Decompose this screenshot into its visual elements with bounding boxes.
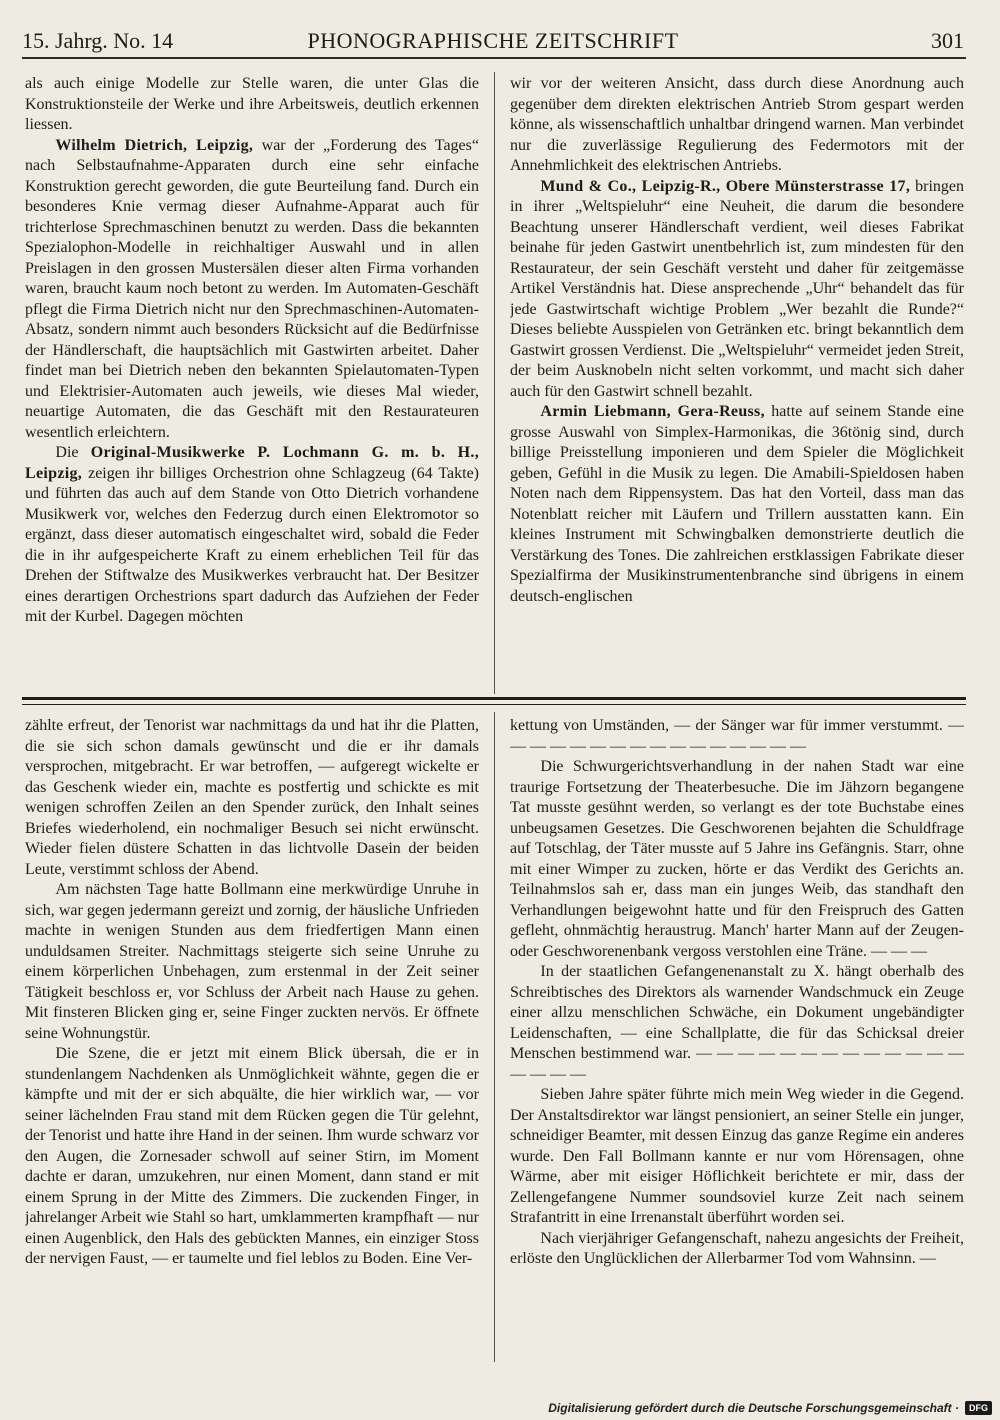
paragraph-text: kettung von Umständen, — der Sänger war für immer verstummt. — — — — — — — — — — — — — — — — (510, 717, 964, 755)
upper-right-column (510, 74, 964, 694)
paragraph-text: zählte erfreut, der Tenorist war nachmittags da und hat ihr die Platten, die sie sich schon damals gewünscht und die er ihr damals versprochen, mitgebracht. Er war betroffen, — aufgeregt wickelte er das Geschenk wieder ein, machte es postfertig und schickte es mit wenigen schroffen Zeilen an den Spender zurück, den Inhalt seines Briefes wiederholend, ein nochmaliger Besuch sei nicht erwünscht. Wieder fielen düstere Schatten in das lichtvolle Dasein der beiden Leute, verstimmt schloss der Abend. (25, 717, 479, 878)
paragraph-text: Nach vierjähriger Gefangenschaft, nahezu angesichts der Freiheit, erlöste den Unglücklichen der Allerbarmer Tod vom Wahnsinn. — (510, 1229, 964, 1267)
paragraph (510, 1229, 964, 1270)
section-divider-rule (22, 697, 966, 705)
paragraph (25, 136, 479, 444)
dfg-logo: DFG (965, 1401, 992, 1415)
paragraph (510, 402, 964, 607)
journal-title: PHONOGRAPHISCHE ZEITSCHRIFT (307, 28, 679, 53)
paragraph-text: war der „Forderung des Tages“ nach Selbstaufnahme-Apparaten durch eine sehr einfache Konstruktion gerecht geworden, die gute Beurteilung fand. Durch ein besonderes Knie vermag dieser Aufnahme-Apparat auch für trichterlose Sprechmaschinen benutzt zu werden. Dass die bekannten Spezialophon-Modelle in reichhaltiger Auswahl und in allen Preislagen in den grossen Mustersälen dieser alten Firma vorhanden waren, braucht kaum noch betont zu werden. Im Automaten-Geschäft pflegt die Firma Dietrich nicht nur den Sprechmaschinen-Automaten-Absatz, sondern nimmt auch besonders Rücksicht auf die Bedürfnisse der Händlerschaft, die hauptsächlich mit Gastwirten arbeitet. Daher findet man bei Dietrich neben den bekannten Spielautomaten-Typen und Elektrisier-Automaten auch jeweils, wie dieses Mal wieder, neuartige Automaten, die das Geschäft mit den Restaurateuren wesentlich erleichtern. (25, 136, 479, 441)
paragraph (25, 74, 479, 136)
paragraph-text: zeigen ihr billiges Orchestrion ohne Schlagzeug (64 Takte) und führten das auch auf dem Stande von Otto Dietrich vorhandene Musikwerk vor, welches den Federzug durch einen Elektromotor so ergänzt, dass dieser automatisch eingeschaltet wird, sobald die Feder die in ihr aufgespeicherte Kraft zu einem erheblichen Teil für das Drehen der Stiftwalze des Musikwerkes verbraucht hat. Der Besitzer eines derartigen Orchestrions spart dadurch das Aufziehen der Feder mit der Kurbel. Dagegen möchten (25, 464, 479, 625)
paragraph (25, 443, 479, 628)
paragraph-text: hatte auf seinem Stande eine grosse Auswahl von Simplex-Harmonikas, die 36tönig sind, durch billige Preisstellung imponieren und dem Spieler die Möglichkeit geben, Gefühl in die Musik zu legen. Die Amabili-Spieldosen haben Noten nach dem Rippensystem. Das hat den Vorteil, dass man das Notenblatt reicher mit Läufern und Trillern ausstatten kann. Ein kleines Instrument mit Schwingbalken demonstrierte deutlich die Verstärkung des Tones. Die zahlreichen erstklassigen Fabrikate dieser Spezialfirma der Musikinstrumentenbranche sind übrigens in einem deutsch-englischen (510, 403, 964, 605)
paragraph-text: Die Schwurgerichtsverhandlung in der nahen Stadt war eine traurige Fortsetzung der Theaterbesuche. Die im Jähzorn begangene Tat musste gesühnt werden, so verlangt es der tote Buchstabe eines unbeugsamen Gesetzes. Die Geschworenen bejahten die Schuldfrage auf Totschlag, der Täter musste auf 5 Jahre ins Gefängnis. Starr, ohne mit einer Wimper zu zucken, hörte er das Verdikt des Gerichts an. Teilnahmslos sah er, dass man ein junges Weib, das standhaft den Verhandlungen beigewohnt hatte und für den Freispruch des Gatten gefleht, ohnmächtig heraustrug. Manch' harter Mann auf der Zeugen- oder Geschworenenbank vergoss verstohlen eine Träne. — — — (510, 758, 964, 960)
firm-name: Wilhelm Dietrich, Leipzig, (55, 136, 254, 154)
footer-credit: Digitalisierung gefördert durch die Deutsche Forschungsgemeinschaft · (548, 1401, 959, 1415)
column-divider (494, 72, 495, 694)
paragraph (25, 716, 479, 880)
lower-right-column (510, 716, 964, 1362)
page-number: 301 (931, 28, 964, 53)
column-divider-lower (494, 712, 495, 1362)
digitization-footer (548, 1398, 992, 1418)
paragraph (510, 962, 964, 1085)
paragraph (510, 1085, 964, 1229)
paragraph-text: Sieben Jahre später führte mich mein Weg wieder in die Gegend. Der Anstaltsdirektor war längst pensioniert, an seiner Stelle ein junger, schneidiger Beamter, mit dessen Einzug das ganze Regime ein anderes wurde. Den Fall Bollmann kannte er nur vom Hörensagen, ohne Wärme, aber mit eisiger Höflichkeit berichtete er mir, dass der Zellengefangene Nummer soundsoviel kurze Zeit nach seinem Strafantritt in eine Irrenanstalt überführt worden sei. (510, 1086, 964, 1226)
paragraph-text: Die (55, 444, 91, 461)
paragraph-text: Die Szene, die er jetzt mit einem Blick übersah, die er in stundenlangem Nachdenken als Unmöglichkeit wähnte, gegen die er kämpfte und mit der er sich abquälte, die hier wirklich war, — vor seiner lächelnden Frau stand mit dem Rücken gegen die Tür gelehnt, der Tenorist und hatte ihre Hand in der seinen. Ihm wurde schwarz vor den Augen, die Zornesader schwoll auf seiner Stirn, im Moment dachte er daran, umzukehren, nur einen Moment, dann stand er mit einem Sprung in der Mitte des Zimmers. Die zuckenden Finger, in jahrelanger Arbeit wie Stahl so hart, umklammerten krampfhaft — nur einen Augenblick, den Hals des gebückten Mannes, ein einziger Stoss der nervigen Faust, — er taumelte und fiel leblos zu Boden. Eine Ver- (25, 1045, 479, 1267)
paragraph (25, 1044, 479, 1270)
upper-left-column (25, 74, 479, 694)
paragraph (510, 757, 964, 962)
page-header (22, 28, 964, 54)
paragraph-text: Am nächsten Tage hatte Bollmann eine merkwürdige Unruhe in sich, war gegen jedermann gereizt und zornig, der häusliche Unfrieden machte in wenigen Stunden aus dem friedfertigen Mann einen unduldsamen Streiter. Nachmittags steigerte sich seine Unruhe zu einem körperlichen Unbehagen, zum erstenmal in der Zeit seiner Tätigkeit beschloss er, vor Schluss der Arbeit nach Hause zu gehen. Mit finsteren Blicken ging er, seine Finger zuckten nervös. Er öffnete seine Wohnungstür. (25, 881, 479, 1042)
paragraph-text: In der staatlichen Gefangenenanstalt zu X. hängt oberhalb des Schreibtisches des Direktors als warnender Wandschmuck ein Zeuge einer allzu menschlichen Schwäche, ein Dokument ungebändigter Leidenschaften, — eine Schallplatte, die für das Schicksal dreier Menschen bestimmend war. — — — — — — — — — — — — — — — — — (510, 963, 964, 1083)
firm-name: Original-Musikwerke P. Lochmann G. m. b. H., Leipzig, (25, 444, 479, 482)
firm-name: Armin Liebmann, Gera-Reuss, (540, 403, 765, 420)
firm-name: Mund & Co., Leipzig-R., Obere Münsterstrasse 17, (540, 177, 911, 195)
paragraph (25, 880, 479, 1044)
paragraph-text: als auch einige Modelle zur Stelle waren, die unter Glas die Konstruktionsteile der Werke und ihre Arbeitsweis, deutlich erkennen liessen. (25, 75, 479, 133)
paragraph (510, 716, 964, 757)
header-rule (22, 57, 966, 59)
lower-left-column (25, 716, 479, 1362)
paragraph (510, 177, 964, 403)
paragraph-text: wir vor der weiteren Ansicht, dass durch diese Anordnung auch gegenüber dem direkten elektrischen Antrieb Strom gespart werden könne, als wissenschaftlich unhaltbar dringend warnen. Man verbindet nur die zuverlässige Regulierung des Federmotors mit der Annehmlichkeit des elektrischen Antriebs. (510, 75, 964, 174)
issue-label: 15. Jahrg. No. 14 (22, 28, 174, 53)
paragraph-text: bringen in ihrer „Weltspieluhr“ eine Neuheit, die darum die besondere Beachtung unserer Händlerschaft verdient, weil dieses Fabrikat beinahe für jeden Gastwirt unentbehrlich ist, zum mindesten für den Restaurateur, der sein Geschäft versteht und daher für zeitgemässe Artikel Verständnis hat. Diese ansprechende „Uhr“ behandelt das für jede Gastwirtschaft wichtige Problem „Wer bezahlt die Runde?“ Dieses beliebte Ausspielen von Getränken etc. bringt bekanntlich dem Gastwirt grossen Verdienst. Die „Weltspieluhr“ vermeidet jeden Streit, der beim Ausknobeln nicht selten vorkommt, und macht sich daher auch für den Gastwirt schnell bezahlt. (510, 177, 964, 400)
paragraph (510, 74, 964, 177)
